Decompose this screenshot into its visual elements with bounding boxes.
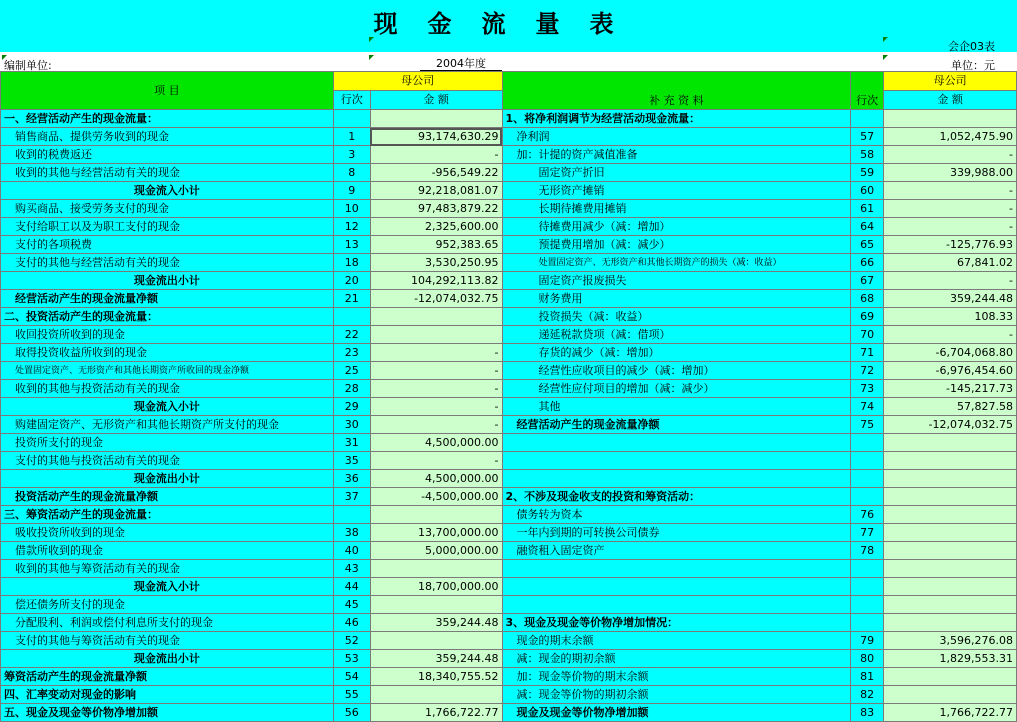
- cell-amount-right[interactable]: 359,244.48: [884, 290, 1017, 308]
- cell-line-no-right[interactable]: 77: [851, 524, 884, 542]
- cash-flow-table: [0, 71, 1017, 722]
- cell-item[interactable]: 投资活动产生的现金流量净额: [1, 488, 334, 506]
- comment-marker-icon: [369, 55, 374, 60]
- cell-line-no[interactable]: [333, 506, 370, 524]
- cell-item[interactable]: 收到的其他与经营活动有关的现金: [1, 164, 334, 182]
- table-row: [1, 434, 1017, 452]
- cell-item[interactable]: 偿还债务所支付的现金: [1, 596, 334, 614]
- cell-supplement-item[interactable]: 融资租入固定资产: [502, 542, 851, 560]
- cell-line-no-right[interactable]: 75: [851, 416, 884, 434]
- cell-amount[interactable]: 359,244.48: [370, 650, 502, 668]
- cell-amount[interactable]: 92,218,081.07: [370, 182, 502, 200]
- cell-amount-right[interactable]: 108.33: [884, 308, 1017, 326]
- cell-line-no[interactable]: 1: [333, 128, 370, 146]
- cell-line-no-right[interactable]: 82: [851, 686, 884, 704]
- table-row: [1, 686, 1017, 704]
- cell-line-no[interactable]: 23: [333, 344, 370, 362]
- header-parent-company-right[interactable]: 母公司: [884, 72, 1017, 91]
- cell-amount[interactable]: -12,074,032.75: [370, 290, 502, 308]
- cell-amount-right[interactable]: -: [884, 182, 1017, 200]
- table-row: [1, 218, 1017, 236]
- title-bar: [0, 0, 1017, 52]
- table-row: [1, 470, 1017, 488]
- cell-item[interactable]: 现金流出小计: [1, 272, 334, 290]
- cell-supplement-item[interactable]: 现金的期末余额: [502, 632, 851, 650]
- cell-amount-right[interactable]: 1,829,553.31: [884, 650, 1017, 668]
- cell-line-no-right[interactable]: [851, 596, 884, 614]
- cell-amount-right[interactable]: [884, 452, 1017, 470]
- cell-line-no[interactable]: 53: [333, 650, 370, 668]
- table-row: [1, 632, 1017, 650]
- compiler-label[interactable]: 编制单位:: [4, 59, 52, 72]
- cell-item[interactable]: 销售商品、提供劳务收到的现金: [1, 128, 334, 146]
- cell-amount-right[interactable]: 1,766,722.77: [884, 704, 1017, 722]
- cell-line-no-right[interactable]: 59: [851, 164, 884, 182]
- cell-amount-right[interactable]: [884, 596, 1017, 614]
- cell-line-no[interactable]: 10: [333, 200, 370, 218]
- comment-marker-icon: [883, 55, 888, 60]
- cell-item[interactable]: 支付的其他与筹资活动有关的现金: [1, 632, 334, 650]
- cell-supplement-item[interactable]: [502, 578, 851, 596]
- cell-item[interactable]: 吸收投资所收到的现金: [1, 524, 334, 542]
- cell-amount[interactable]: 97,483,879.22: [370, 200, 502, 218]
- cell-item[interactable]: 五、现金及现金等价物净增加额: [1, 704, 334, 722]
- header-amount-right[interactable]: 金 额: [884, 91, 1017, 110]
- cell-item[interactable]: 三、筹资活动产生的现金流量：: [1, 506, 334, 524]
- cell-line-no[interactable]: 38: [333, 524, 370, 542]
- cell-amount-right[interactable]: -6,976,454.60: [884, 362, 1017, 380]
- cell-supplement-item[interactable]: 净利润: [502, 128, 851, 146]
- cell-line-no[interactable]: 31: [333, 434, 370, 452]
- cell-line-no[interactable]: [333, 308, 370, 326]
- cell-line-no[interactable]: 8: [333, 164, 370, 182]
- cell-amount[interactable]: -: [370, 452, 502, 470]
- cell-amount[interactable]: [370, 506, 502, 524]
- cell-amount-right[interactable]: -: [884, 218, 1017, 236]
- cell-supplement-item[interactable]: 现金及现金等价物净增加额: [502, 704, 851, 722]
- cell-item[interactable]: 二、投资活动产生的现金流量：: [1, 308, 334, 326]
- cell-line-no-right[interactable]: [851, 578, 884, 596]
- form-code[interactable]: 会企03表: [948, 40, 995, 53]
- cell-supplement-item[interactable]: 经营性应收项目的减少（减：增加）: [502, 362, 851, 380]
- cell-item[interactable]: 分配股利、利润或偿付利息所支付的现金: [1, 614, 334, 632]
- header-item[interactable]: 项 目: [1, 72, 334, 110]
- cell-amount[interactable]: [370, 686, 502, 704]
- cell-line-no-right[interactable]: 57: [851, 128, 884, 146]
- unit-label[interactable]: 单位：元: [951, 59, 995, 72]
- cell-amount[interactable]: -: [370, 362, 502, 380]
- cell-line-no[interactable]: 52: [333, 632, 370, 650]
- cell-amount-right[interactable]: [884, 506, 1017, 524]
- cell-amount[interactable]: -956,549.22: [370, 164, 502, 182]
- cell-line-no-right[interactable]: 81: [851, 668, 884, 686]
- cell-amount-right[interactable]: [884, 686, 1017, 704]
- cell-supplement-item[interactable]: [502, 452, 851, 470]
- cell-item[interactable]: 支付的其他与投资活动有关的现金: [1, 452, 334, 470]
- cell-amount-right[interactable]: -125,776.93: [884, 236, 1017, 254]
- cell-line-no-right[interactable]: 66: [851, 254, 884, 272]
- cell-supplement-item[interactable]: 财务费用: [502, 290, 851, 308]
- header-amount[interactable]: 金 额: [370, 91, 502, 110]
- cell-line-no[interactable]: 54: [333, 668, 370, 686]
- cell-line-no-right[interactable]: 58: [851, 146, 884, 164]
- table-row: [1, 704, 1017, 722]
- cell-amount[interactable]: [370, 326, 502, 344]
- cell-item[interactable]: 处置固定资产、无形资产和其他长期资产所收回的现金净额: [1, 362, 334, 380]
- cell-amount-right[interactable]: [884, 524, 1017, 542]
- cell-line-no-right[interactable]: [851, 452, 884, 470]
- cell-item[interactable]: 支付给职工以及为职工支付的现金: [1, 218, 334, 236]
- cell-item[interactable]: 现金流入小计: [1, 182, 334, 200]
- cell-amount-right[interactable]: [884, 110, 1017, 128]
- cell-supplement-item[interactable]: 1、将净利润调节为经营活动现金流量：: [502, 110, 851, 128]
- table-row: [1, 146, 1017, 164]
- cell-supplement-item[interactable]: 减：现金等价物的期初余额: [502, 686, 851, 704]
- cell-amount[interactable]: -: [370, 416, 502, 434]
- table-row: [1, 416, 1017, 434]
- table-row: [1, 398, 1017, 416]
- cell-line-no-right[interactable]: [851, 470, 884, 488]
- cell-item[interactable]: 购建固定资产、无形资产和其他长期资产所支付的现金: [1, 416, 334, 434]
- cell-supplement-item[interactable]: 2、不涉及现金收支的投资和筹资活动：: [502, 488, 851, 506]
- cell-supplement-item[interactable]: [502, 596, 851, 614]
- cell-item[interactable]: 收到的其他与筹资活动有关的现金: [1, 560, 334, 578]
- cell-supplement-item[interactable]: 预提费用增加（减：减少）: [502, 236, 851, 254]
- cell-amount[interactable]: 359,244.48: [370, 614, 502, 632]
- cell-line-no[interactable]: 35: [333, 452, 370, 470]
- table-row: [1, 524, 1017, 542]
- cell-line-no[interactable]: 43: [333, 560, 370, 578]
- cell-line-no-right[interactable]: [851, 488, 884, 506]
- cell-line-no-right[interactable]: 74: [851, 398, 884, 416]
- cell-amount-right[interactable]: 67,841.02: [884, 254, 1017, 272]
- cell-line-no[interactable]: 45: [333, 596, 370, 614]
- cell-amount-right[interactable]: 57,827.58: [884, 398, 1017, 416]
- cell-amount-right[interactable]: -: [884, 146, 1017, 164]
- cell-line-no-right[interactable]: 65: [851, 236, 884, 254]
- cell-amount[interactable]: [370, 308, 502, 326]
- cell-supplement-item[interactable]: 投资损失（减：收益）: [502, 308, 851, 326]
- cell-supplement-item[interactable]: 减：现金的期初余额: [502, 650, 851, 668]
- cell-line-no[interactable]: 29: [333, 398, 370, 416]
- cell-amount-right[interactable]: 3,596,276.08: [884, 632, 1017, 650]
- cell-amount[interactable]: -: [370, 146, 502, 164]
- cell-line-no[interactable]: 40: [333, 542, 370, 560]
- cell-line-no-right[interactable]: [851, 560, 884, 578]
- info-row: [0, 55, 1017, 71]
- cell-amount[interactable]: -: [370, 398, 502, 416]
- cell-line-no[interactable]: 22: [333, 326, 370, 344]
- cell-amount-right[interactable]: [884, 488, 1017, 506]
- table-row: [1, 326, 1017, 344]
- cell-amount[interactable]: [370, 632, 502, 650]
- cell-item[interactable]: 筹资活动产生的现金流量净额: [1, 668, 334, 686]
- cell-amount[interactable]: 18,700,000.00: [370, 578, 502, 596]
- cell-amount[interactable]: [370, 110, 502, 128]
- table-row: [1, 650, 1017, 668]
- cell-line-no[interactable]: 44: [333, 578, 370, 596]
- cell-amount-right[interactable]: -: [884, 200, 1017, 218]
- cell-line-no[interactable]: 25: [333, 362, 370, 380]
- cell-line-no[interactable]: 18: [333, 254, 370, 272]
- table-row: [1, 200, 1017, 218]
- cell-line-no[interactable]: 30: [333, 416, 370, 434]
- cell-line-no-right[interactable]: 69: [851, 308, 884, 326]
- cell-amount-right[interactable]: 339,988.00: [884, 164, 1017, 182]
- table-row: [1, 596, 1017, 614]
- cell-line-no[interactable]: 46: [333, 614, 370, 632]
- table-row: [1, 254, 1017, 272]
- cell-supplement-item[interactable]: 其他: [502, 398, 851, 416]
- cell-item[interactable]: 经营活动产生的现金流量净额: [1, 290, 334, 308]
- cell-amount-right[interactable]: -145,217.73: [884, 380, 1017, 398]
- cell-amount-right[interactable]: [884, 614, 1017, 632]
- table-row: [1, 362, 1017, 380]
- cell-line-no-right[interactable]: 76: [851, 506, 884, 524]
- cell-line-no-right[interactable]: 78: [851, 542, 884, 560]
- cell-amount-right[interactable]: -: [884, 272, 1017, 290]
- table-row: [1, 452, 1017, 470]
- table-row: [1, 344, 1017, 362]
- cell-amount[interactable]: 104,292,113.82: [370, 272, 502, 290]
- cell-supplement-item[interactable]: 一年内到期的可转换公司债券: [502, 524, 851, 542]
- table-row: [1, 542, 1017, 560]
- cell-item[interactable]: 收回投资所收到的现金: [1, 326, 334, 344]
- cell-line-no[interactable]: 56: [333, 704, 370, 722]
- cell-line-no[interactable]: 37: [333, 488, 370, 506]
- cell-supplement-item[interactable]: [502, 560, 851, 578]
- cell-item[interactable]: 投资所支付的现金: [1, 434, 334, 452]
- cell-item[interactable]: 收到的税费返还: [1, 146, 334, 164]
- cell-amount[interactable]: -: [370, 344, 502, 362]
- cell-amount-right[interactable]: [884, 542, 1017, 560]
- cell-supplement-item[interactable]: 经营活动产生的现金流量净额: [502, 416, 851, 434]
- cell-item[interactable]: 现金流出小计: [1, 470, 334, 488]
- cell-line-no-right[interactable]: [851, 614, 884, 632]
- header-parent-company[interactable]: 母公司: [333, 72, 502, 91]
- table-row: [1, 182, 1017, 200]
- table-row: [1, 614, 1017, 632]
- comment-marker-icon: [883, 37, 888, 42]
- cell-amount[interactable]: 4,500,000.00: [370, 434, 502, 452]
- cell-item[interactable]: 借款所收到的现金: [1, 542, 334, 560]
- cell-line-no-right[interactable]: 60: [851, 182, 884, 200]
- cell-supplement-item[interactable]: 待摊费用减少（减：增加）: [502, 218, 851, 236]
- cell-amount-right[interactable]: [884, 470, 1017, 488]
- table-row: [1, 128, 1017, 146]
- cell-line-no-right[interactable]: 64: [851, 218, 884, 236]
- cell-amount-right[interactable]: -6,704,068.80: [884, 344, 1017, 362]
- cell-amount[interactable]: 93,174,630.29: [370, 128, 502, 146]
- cell-supplement-item[interactable]: 加：现金等价物的期末余额: [502, 668, 851, 686]
- cell-amount[interactable]: 952,383.65: [370, 236, 502, 254]
- cell-line-no-right[interactable]: 61: [851, 200, 884, 218]
- cell-amount[interactable]: 3,530,250.95: [370, 254, 502, 272]
- cell-line-no[interactable]: 55: [333, 686, 370, 704]
- cell-item[interactable]: 取得投资收益所收到的现金: [1, 344, 334, 362]
- cell-line-no-right[interactable]: 83: [851, 704, 884, 722]
- cell-supplement-item[interactable]: 递延税款贷项（减：借项）: [502, 326, 851, 344]
- cell-supplement-item[interactable]: [502, 434, 851, 452]
- cell-line-no[interactable]: 28: [333, 380, 370, 398]
- cell-line-no[interactable]: 36: [333, 470, 370, 488]
- cell-supplement-item[interactable]: 3、现金及现金等价物净增加情况：: [502, 614, 851, 632]
- cell-supplement-item[interactable]: 处置固定资产、无形资产和其他长期资产的损失（减：收益）: [502, 254, 851, 272]
- cell-amount[interactable]: 18,340,755.52: [370, 668, 502, 686]
- cell-amount[interactable]: [370, 596, 502, 614]
- cell-item[interactable]: 购买商品、接受劳务支付的现金: [1, 200, 334, 218]
- cell-supplement-item[interactable]: 存货的减少（减：增加）: [502, 344, 851, 362]
- header-line-no[interactable]: 行次: [333, 91, 370, 110]
- cell-line-no[interactable]: 20: [333, 272, 370, 290]
- cell-line-no-right[interactable]: 72: [851, 362, 884, 380]
- table-row: [1, 290, 1017, 308]
- page-title[interactable]: 现金流量表: [373, 9, 644, 38]
- cell-supplement-item[interactable]: 无形资产摊销: [502, 182, 851, 200]
- report-year[interactable]: 2004年度: [420, 57, 502, 71]
- cell-amount[interactable]: 1,766,722.77: [370, 704, 502, 722]
- cell-line-no[interactable]: [333, 110, 370, 128]
- cell-supplement-item[interactable]: 固定资产折旧: [502, 164, 851, 182]
- cell-supplement-item[interactable]: 经营性应付项目的增加（减：减少）: [502, 380, 851, 398]
- table-row: [1, 668, 1017, 686]
- comment-marker-icon: [369, 37, 374, 42]
- cell-item[interactable]: 一、经营活动产生的现金流量：: [1, 110, 334, 128]
- table-row: [1, 380, 1017, 398]
- cell-line-no-right[interactable]: 70: [851, 326, 884, 344]
- cell-supplement-item[interactable]: [502, 470, 851, 488]
- cell-item[interactable]: 现金流出小计: [1, 650, 334, 668]
- cell-amount[interactable]: 2,325,600.00: [370, 218, 502, 236]
- cell-amount-right[interactable]: -: [884, 326, 1017, 344]
- cell-item[interactable]: 现金流入小计: [1, 398, 334, 416]
- cell-supplement-item[interactable]: 固定资产报废损失: [502, 272, 851, 290]
- cell-amount-right[interactable]: [884, 668, 1017, 686]
- table-row: [1, 488, 1017, 506]
- table-row: [1, 308, 1017, 326]
- cell-line-no-right[interactable]: [851, 434, 884, 452]
- cell-line-no-right[interactable]: 67: [851, 272, 884, 290]
- cell-line-no-right[interactable]: 80: [851, 650, 884, 668]
- cell-line-no[interactable]: 21: [333, 290, 370, 308]
- cell-amount[interactable]: 4,500,000.00: [370, 470, 502, 488]
- cell-amount-right[interactable]: -12,074,032.75: [884, 416, 1017, 434]
- header-supplement[interactable]: 补 充 资 料: [502, 72, 851, 110]
- cell-item[interactable]: 支付的各项税费: [1, 236, 334, 254]
- cell-amount-right[interactable]: 1,052,475.90: [884, 128, 1017, 146]
- cell-line-no[interactable]: 13: [333, 236, 370, 254]
- cell-amount-right[interactable]: [884, 434, 1017, 452]
- cell-amount[interactable]: -4,500,000.00: [370, 488, 502, 506]
- cell-line-no-right[interactable]: 71: [851, 344, 884, 362]
- cell-amount[interactable]: -: [370, 380, 502, 398]
- cell-line-no[interactable]: 3: [333, 146, 370, 164]
- cell-line-no-right[interactable]: 68: [851, 290, 884, 308]
- cell-line-no[interactable]: 9: [333, 182, 370, 200]
- cell-line-no[interactable]: 12: [333, 218, 370, 236]
- cell-line-no-right[interactable]: 79: [851, 632, 884, 650]
- cell-item[interactable]: 收到的其他与投资活动有关的现金: [1, 380, 334, 398]
- table-row: [1, 236, 1017, 254]
- cell-supplement-item[interactable]: 债务转为资本: [502, 506, 851, 524]
- cell-item[interactable]: 支付的其他与经营活动有关的现金: [1, 254, 334, 272]
- cell-amount-right[interactable]: [884, 578, 1017, 596]
- header-line-no-right[interactable]: 行次: [851, 72, 884, 110]
- cell-amount[interactable]: 5,000,000.00: [370, 542, 502, 560]
- table-row: [1, 578, 1017, 596]
- table-row: [1, 506, 1017, 524]
- cell-amount[interactable]: [370, 560, 502, 578]
- cell-amount-right[interactable]: [884, 560, 1017, 578]
- cell-item[interactable]: 四、汇率变动对现金的影响: [1, 686, 334, 704]
- cell-line-no-right[interactable]: 73: [851, 380, 884, 398]
- cell-supplement-item[interactable]: 加：计提的资产减值准备: [502, 146, 851, 164]
- cell-supplement-item[interactable]: 长期待摊费用摊销: [502, 200, 851, 218]
- cell-item[interactable]: 现金流入小计: [1, 578, 334, 596]
- cell-amount[interactable]: 13,700,000.00: [370, 524, 502, 542]
- table-row: [1, 272, 1017, 290]
- table-row: [1, 560, 1017, 578]
- cell-line-no-right[interactable]: [851, 110, 884, 128]
- table-row: [1, 164, 1017, 182]
- table-row: [1, 110, 1017, 128]
